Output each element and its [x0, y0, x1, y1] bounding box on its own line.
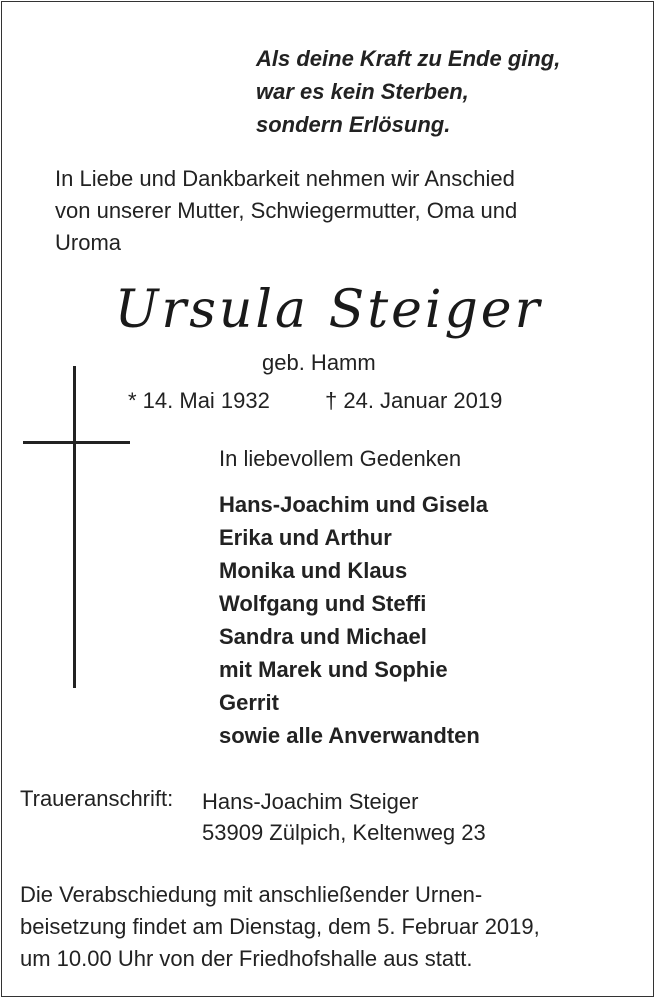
born-name: geb. Hamm — [262, 350, 376, 375]
motto-quote — [256, 42, 560, 141]
mourner-entry: Wolfgang und Steffi — [219, 591, 427, 616]
address-label: Traueranschrift: — [20, 786, 174, 811]
motto-line: Als deine Kraft zu Ende ging, — [256, 46, 561, 71]
intro-line: Uroma — [55, 230, 122, 255]
ceremony-notice — [20, 879, 540, 975]
mourner-entry: mit Marek und Sophie — [219, 657, 448, 682]
motto-line: war es kein Sterben, — [256, 79, 469, 104]
notice-line: Die Verabschiedung mit anschließender Urnen- — [20, 882, 483, 907]
memory-line: In liebevollem Gedenken — [219, 446, 462, 471]
mourner-entry: Sandra und Michael — [219, 624, 427, 649]
motto-line: sondern Erlösung. — [256, 112, 451, 137]
mourner-entry: Monika und Klaus — [219, 558, 408, 583]
mourner-entry: Hans-Joachim und Gisela — [219, 492, 488, 517]
cross-horizontal-bar — [23, 441, 130, 444]
mourner-entry: sowie alle Anverwandten — [219, 723, 480, 748]
mourner-entry: Gerrit — [219, 690, 279, 715]
notice-line: um 10.00 Uhr von der Friedhofshalle aus statt. — [20, 946, 473, 971]
address-line: 53909 Zülpich, Keltenweg 23 — [202, 820, 486, 845]
notice-line: beisetzung findet am Dienstag, dem 5. Februar 2019, — [20, 914, 540, 939]
mourner-entry: Erika und Arthur — [219, 525, 392, 550]
deceased-name: Ursula Steiger — [114, 280, 543, 340]
intro-line: von unserer Mutter, Schwiegermutter, Oma und — [55, 198, 518, 223]
address-block — [202, 786, 486, 848]
intro-line: In Liebe und Dankbarkeit nehmen wir Anschied — [55, 166, 515, 191]
mourners-list — [219, 488, 488, 752]
birth-date: * 14. Mai 1932 — [128, 388, 270, 413]
cross-vertical-bar — [73, 366, 76, 688]
death-date: † 24. Januar 2019 — [325, 388, 503, 413]
intro-text — [55, 163, 517, 259]
address-line: Hans-Joachim Steiger — [202, 789, 419, 814]
